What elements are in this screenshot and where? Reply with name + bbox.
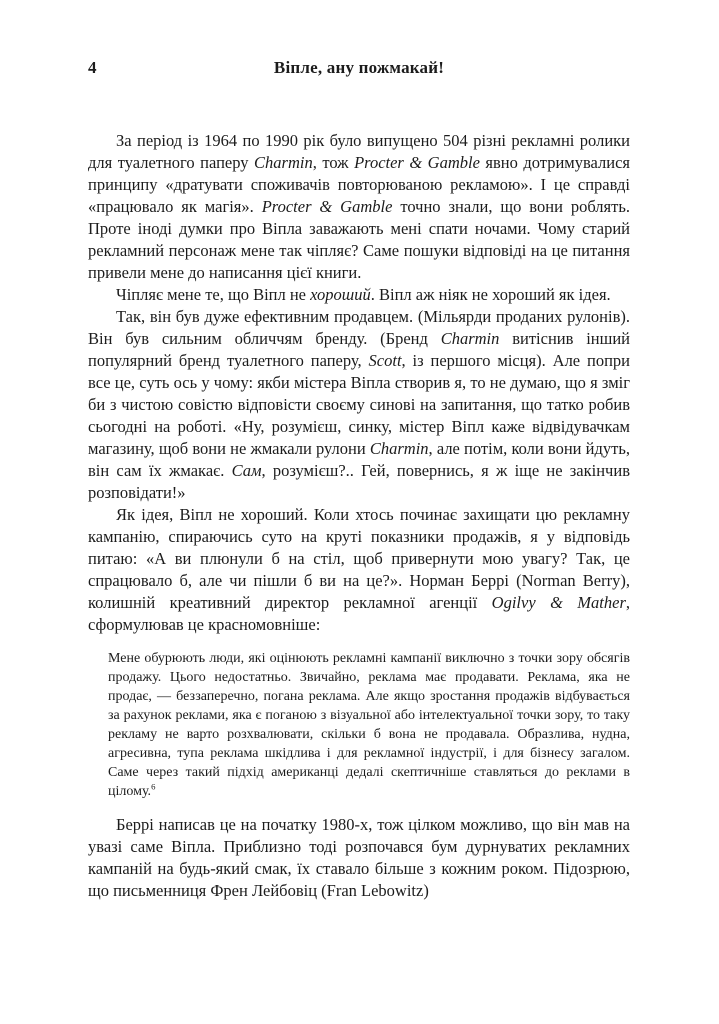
text-segment: , із першого місця). Але попри все це, суть ось у чому: якби містера Віпла створив я, то не думаю, що я зміг би з чистою совістю відповісти своєму синові на запитання, що татко робив сьогодні на роботі. «Ну, розумієш, синку, містер Віпл каже відвідувачкам магазину, щоб вони не жмакали рулони — [88, 351, 630, 458]
text-segment: явно дотримувалися принципу «дратувати споживачів повторюваною рекламою». І це справді «працювало як магія». — [88, 153, 630, 216]
text-segment: Мене обурюють люди, які оцінюють рекламні кампанії виключно з точки зору обсягів продажу. Цього недостатньо. Звичайно, реклама має продавати. Реклама, яка не продає, — беззаперечно, погана реклама. Але якщо зростання продажів відбувається за рахунок реклами, яка є поганою з візуальної або інтелектуальної точки зору, то таку рекламу не варто розхвалювати, скільки б вона не продавала. Образлива, нудна, агресивна, тупа реклама шкідлива і для рекламної індустрії, і для бізнесу загалом. Саме через такий підхід американці дедалі скептичніше ставляться до реклами в цілому. — [108, 651, 630, 799]
page-number: 4 — [88, 58, 97, 77]
page-body — [88, 130, 630, 902]
paragraph-3 — [88, 306, 630, 504]
running-title: Віпле, ану пожмакай! — [273, 58, 445, 77]
footnote-marker: 6 — [151, 781, 156, 792]
text-segment: Procter & Gamble — [261, 197, 393, 216]
text-segment: Беррі написав це на початку 1980-х, тож цілком можливо, що він мав на увазі саме Віпла. Приблизно тоді розпочався бум дурнуватих рекламних кампаній на будь-який смак, їх ставало більше з кожним роком. Підозрюю, що письменниця Френ Лейбовіц (Fran Lebowitz) — [88, 815, 630, 900]
blockquote-norman-berry — [108, 649, 630, 801]
text-segment: Charmin — [254, 153, 313, 172]
text-segment: Procter & Gamble — [354, 153, 480, 172]
text-segment: За період із 1964 по 1990 рік було випущено 504 різні рекламні ролики для туалетного паперу — [88, 131, 630, 172]
text-segment: Ogilvy & Mather — [491, 593, 626, 612]
paragraph-5 — [88, 814, 630, 902]
paragraph-4 — [88, 504, 630, 636]
page-header — [88, 58, 630, 80]
paragraph-2 — [88, 284, 630, 306]
text-segment: хороший — [310, 285, 371, 304]
text-segment: витіснив інший популярний бренд туалетного паперу, — [88, 329, 630, 370]
text-segment: Charmin — [369, 439, 429, 458]
text-segment: , сформулював це красномовніше: — [88, 593, 631, 634]
text-segment: Як ідея, Віпл не хороший. Коли хтось починає захищати цю рекламну кампанію, спираючись суто на круті показники продажів, я у відповідь питаю: «А ви плюнули б на стіл, щоб привернути мою увагу? Так, це спрацювало б, але чи пішли б ви на це?». Норман Беррі (Norman Berry), колишній креативний директор рекламної агенції — [88, 505, 630, 612]
paragraph-1 — [88, 130, 630, 284]
text-segment: Scott — [368, 351, 402, 370]
text-segment: , тож — [312, 153, 355, 172]
text-segment: , але потім, коли вони йдуть, він сам їх жмакає. — [88, 439, 631, 480]
text-segment: Сам — [231, 461, 262, 480]
text-segment: Charmin — [440, 329, 500, 348]
text-segment: Так, він був дуже ефективним продавцем. (Мільярди проданих рулонів). Він був сильним обличчям бренду. (Бренд — [88, 307, 630, 348]
text-segment: точно знали, що вони роблять. Проте іноді думки про Віпла заважають мені спати ночами. Чому старий рекламний персонаж мене так чіпляє? Саме пошуки відповіді на це питання привели мене до написання цієї книги. — [88, 197, 630, 282]
text-segment: Чіпляє мене те, що Віпл не — [116, 285, 311, 304]
text-segment: . Віпл аж ніяк не хороший як ідея. — [370, 285, 611, 304]
text-segment: , розумієш?.. Гей, повернись, я ж іще не закінчив розповідати!» — [88, 461, 630, 502]
